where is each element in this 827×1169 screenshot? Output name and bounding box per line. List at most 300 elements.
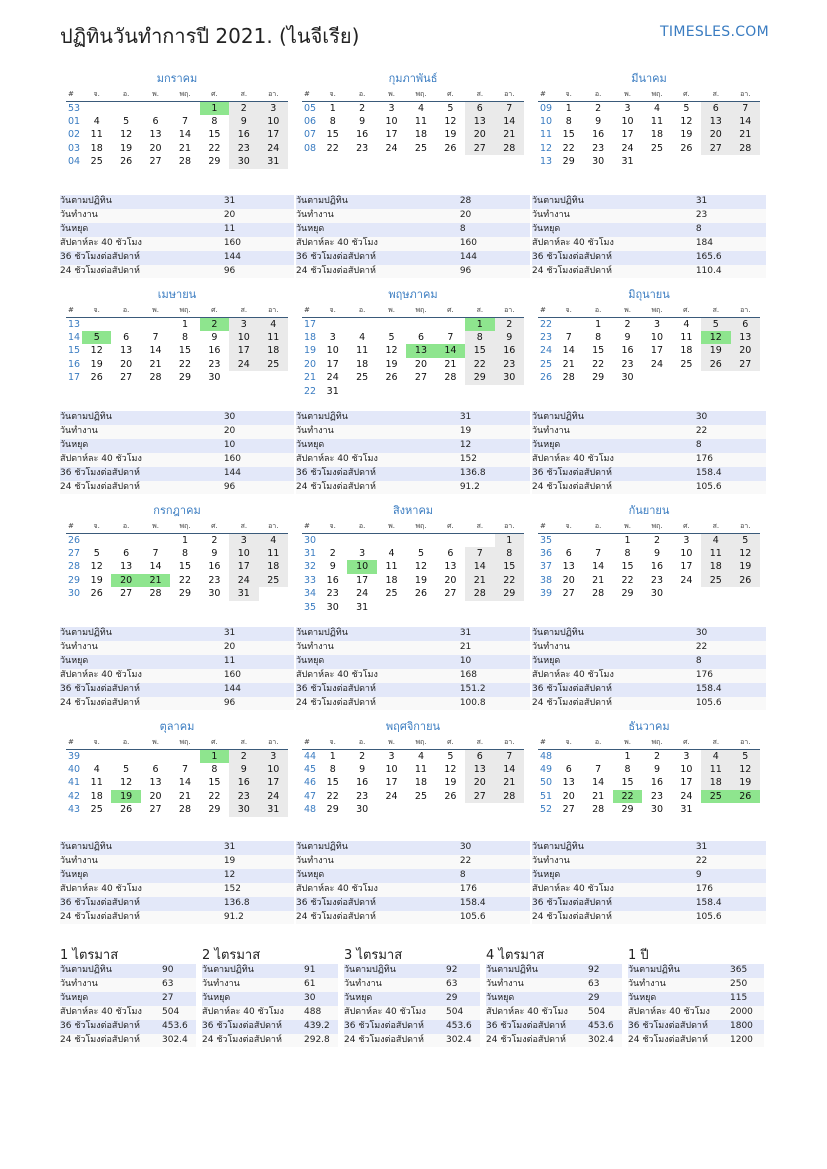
day-cell[interactable]: 17 (621, 129, 634, 141)
day-cell[interactable]: 12 (90, 561, 103, 573)
day-cell[interactable]: 11 (356, 345, 369, 357)
day-cell[interactable]: 17 (229, 560, 258, 573)
day-cell[interactable]: 8 (181, 331, 188, 343)
day-cell[interactable]: 16 (208, 345, 221, 357)
day-cell[interactable]: 7 (447, 331, 454, 343)
day-cell[interactable]: 17 (259, 128, 288, 141)
day-cell[interactable]: 25 (650, 142, 664, 154)
day-cell[interactable] (583, 749, 612, 763)
day-cell[interactable]: 10 (347, 560, 376, 573)
day-cell[interactable]: 3 (683, 750, 690, 762)
day-cell[interactable]: 5 (701, 317, 730, 331)
day-cell[interactable]: 17 (385, 129, 398, 141)
day-cell[interactable]: 18 (385, 574, 398, 586)
day-cell[interactable]: 22 (465, 358, 494, 371)
day-cell[interactable]: 7 (595, 763, 602, 775)
day-cell[interactable]: 24 (259, 790, 288, 803)
day-cell[interactable]: 5 (388, 331, 395, 343)
day-cell[interactable]: 15 (208, 777, 221, 789)
day-cell[interactable]: 9 (211, 547, 218, 559)
day-cell[interactable]: 25 (259, 358, 288, 371)
day-cell[interactable]: 24 (356, 588, 369, 600)
day-cell[interactable] (347, 385, 376, 398)
day-cell[interactable]: 14 (562, 345, 575, 357)
day-cell[interactable]: 11 (259, 547, 288, 560)
day-cell[interactable]: 9 (329, 561, 336, 573)
day-cell[interactable]: 29 (208, 804, 221, 816)
day-cell[interactable]: 24 (326, 372, 339, 384)
day-cell[interactable]: 17 (326, 358, 339, 370)
day-cell[interactable]: 14 (149, 561, 162, 573)
day-cell[interactable] (406, 385, 435, 398)
day-cell[interactable]: 18 (414, 129, 428, 141)
day-cell[interactable]: 15 (465, 344, 494, 357)
day-cell[interactable] (141, 749, 170, 763)
day-cell[interactable]: 2 (653, 750, 660, 762)
day-cell[interactable]: 29 (178, 372, 192, 384)
day-cell[interactable]: 15 (178, 561, 192, 573)
day-cell[interactable]: 29 (178, 588, 192, 600)
day-cell[interactable]: 25 (90, 804, 103, 816)
day-cell[interactable]: 1 (495, 533, 524, 547)
day-cell[interactable]: 23 (650, 790, 664, 802)
day-cell[interactable]: 9 (653, 763, 660, 775)
day-cell[interactable]: 23 (356, 790, 369, 802)
day-cell[interactable]: 9 (359, 763, 366, 775)
day-cell[interactable]: 5 (123, 763, 130, 775)
day-cell[interactable]: 22 (326, 142, 339, 154)
day-cell[interactable] (554, 533, 583, 547)
day-cell[interactable]: 10 (621, 115, 634, 127)
day-cell[interactable] (701, 803, 730, 816)
day-cell[interactable]: 9 (595, 115, 602, 127)
day-cell[interactable]: 21 (592, 574, 605, 586)
day-cell[interactable] (436, 601, 465, 614)
day-cell[interactable]: 9 (229, 115, 258, 128)
day-cell[interactable]: 19 (90, 574, 103, 586)
day-cell[interactable]: 6 (447, 547, 454, 559)
day-cell[interactable]: 13 (444, 561, 457, 573)
day-cell[interactable] (495, 601, 524, 614)
day-cell[interactable]: 10 (259, 115, 288, 128)
day-cell[interactable]: 1 (329, 750, 336, 762)
day-cell[interactable]: 14 (436, 344, 465, 357)
day-cell[interactable]: 24 (680, 790, 693, 802)
day-cell[interactable]: 26 (120, 156, 133, 168)
day-cell[interactable]: 21 (495, 776, 524, 789)
day-cell[interactable]: 30 (326, 601, 339, 613)
day-cell[interactable]: 10 (229, 547, 258, 560)
day-cell[interactable]: 17 (356, 574, 369, 586)
day-cell[interactable]: 1 (465, 317, 494, 331)
day-cell[interactable]: 28 (592, 588, 605, 600)
day-cell[interactable] (406, 601, 435, 614)
day-cell[interactable]: 30 (621, 372, 634, 384)
day-cell[interactable]: 10 (680, 763, 693, 775)
day-cell[interactable]: 6 (731, 317, 760, 331)
day-cell[interactable]: 4 (653, 102, 660, 114)
day-cell[interactable]: 2 (200, 317, 229, 331)
day-cell[interactable]: 3 (624, 102, 631, 114)
day-cell[interactable] (701, 371, 730, 384)
day-cell[interactable]: 30 (592, 156, 605, 168)
day-cell[interactable]: 25 (90, 156, 103, 168)
day-cell[interactable]: 20 (444, 574, 457, 586)
day-cell[interactable]: 16 (229, 776, 258, 789)
day-cell[interactable]: 2 (653, 534, 660, 546)
day-cell[interactable]: 28 (495, 790, 524, 803)
day-cell[interactable] (465, 601, 494, 614)
day-cell[interactable]: 3 (259, 101, 288, 115)
day-cell[interactable]: 11 (385, 561, 398, 573)
day-cell[interactable] (170, 101, 199, 115)
day-cell[interactable]: 14 (465, 560, 494, 573)
day-cell[interactable]: 20 (465, 128, 494, 141)
day-cell[interactable]: 12 (414, 561, 428, 573)
day-cell[interactable]: 11 (414, 763, 428, 775)
day-cell[interactable]: 14 (178, 129, 192, 141)
day-cell[interactable]: 28 (731, 142, 760, 155)
day-cell[interactable]: 2 (211, 534, 218, 546)
day-cell[interactable]: 1 (624, 750, 631, 762)
day-cell[interactable]: 24 (680, 574, 693, 586)
day-cell[interactable]: 19 (731, 776, 760, 789)
day-cell[interactable]: 16 (326, 574, 339, 586)
day-cell[interactable]: 29 (592, 372, 605, 384)
day-cell[interactable]: 7 (152, 547, 159, 559)
day-cell[interactable] (495, 803, 524, 816)
day-cell[interactable]: 18 (680, 345, 693, 357)
day-cell[interactable] (672, 587, 701, 600)
day-cell[interactable]: 4 (93, 763, 100, 775)
day-cell[interactable]: 17 (385, 777, 398, 789)
day-cell[interactable]: 26 (90, 588, 103, 600)
day-cell[interactable]: 23 (229, 790, 258, 803)
day-cell[interactable]: 18 (259, 344, 288, 357)
day-cell[interactable]: 5 (93, 547, 100, 559)
day-cell[interactable]: 20 (149, 142, 162, 154)
day-cell[interactable] (465, 533, 494, 547)
day-cell[interactable]: 16 (229, 128, 258, 141)
day-cell[interactable]: 4 (259, 533, 288, 547)
day-cell[interactable] (377, 601, 406, 614)
day-cell[interactable]: 11 (701, 763, 730, 776)
day-cell[interactable]: 15 (208, 129, 221, 141)
day-cell[interactable] (377, 803, 406, 816)
day-cell[interactable]: 3 (653, 318, 660, 330)
day-cell[interactable] (406, 317, 435, 331)
day-cell[interactable]: 2 (229, 749, 258, 763)
day-cell[interactable]: 19 (680, 129, 693, 141)
day-cell[interactable]: 13 (562, 561, 575, 573)
day-cell[interactable] (465, 385, 494, 398)
day-cell[interactable]: 8 (465, 331, 494, 344)
day-cell[interactable]: 18 (90, 790, 103, 802)
day-cell[interactable]: 23 (356, 142, 369, 154)
day-cell[interactable]: 6 (123, 547, 130, 559)
day-cell[interactable]: 8 (624, 763, 631, 775)
day-cell[interactable]: 12 (444, 115, 457, 127)
day-cell[interactable]: 4 (683, 318, 690, 330)
day-cell[interactable] (701, 587, 730, 600)
day-cell[interactable]: 9 (359, 115, 366, 127)
day-cell[interactable]: 27 (731, 358, 760, 371)
day-cell[interactable]: 24 (621, 142, 634, 154)
day-cell[interactable]: 5 (123, 115, 130, 127)
day-cell[interactable]: 14 (592, 777, 605, 789)
day-cell[interactable]: 31 (356, 601, 369, 613)
day-cell[interactable] (259, 371, 288, 384)
day-cell[interactable]: 3 (388, 102, 395, 114)
day-cell[interactable]: 1 (329, 102, 336, 114)
day-cell[interactable]: 22 (495, 574, 524, 587)
day-cell[interactable]: 24 (385, 142, 398, 154)
day-cell[interactable]: 13 (731, 331, 760, 344)
day-cell[interactable]: 5 (731, 749, 760, 763)
day-cell[interactable]: 28 (149, 588, 162, 600)
day-cell[interactable]: 17 (229, 344, 258, 357)
day-cell[interactable]: 19 (731, 560, 760, 573)
day-cell[interactable]: 27 (414, 372, 428, 384)
day-cell[interactable]: 28 (444, 372, 457, 384)
day-cell[interactable]: 4 (388, 547, 395, 559)
day-cell[interactable]: 12 (90, 345, 103, 357)
day-cell[interactable]: 8 (495, 547, 524, 560)
day-cell[interactable]: 16 (356, 129, 369, 141)
day-cell[interactable]: 17 (259, 776, 288, 789)
day-cell[interactable]: 22 (178, 358, 192, 370)
day-cell[interactable]: 27 (562, 588, 575, 600)
day-cell[interactable]: 15 (495, 560, 524, 573)
day-cell[interactable]: 20 (111, 574, 140, 587)
day-cell[interactable]: 18 (701, 560, 730, 573)
day-cell[interactable]: 29 (465, 371, 494, 384)
day-cell[interactable]: 14 (592, 561, 605, 573)
day-cell[interactable]: 2 (595, 102, 602, 114)
day-cell[interactable]: 18 (414, 777, 428, 789)
day-cell[interactable]: 4 (701, 749, 730, 763)
day-cell[interactable]: 27 (120, 372, 133, 384)
day-cell[interactable]: 24 (259, 142, 288, 155)
day-cell[interactable] (554, 317, 583, 331)
day-cell[interactable]: 6 (417, 331, 424, 343)
day-cell[interactable]: 20 (149, 790, 162, 802)
day-cell[interactable]: 6 (123, 331, 130, 343)
day-cell[interactable]: 25 (414, 790, 428, 802)
day-cell[interactable]: 10 (229, 331, 258, 344)
day-cell[interactable]: 31 (621, 156, 634, 168)
day-cell[interactable]: 11 (650, 115, 664, 127)
day-cell[interactable]: 29 (326, 804, 339, 816)
day-cell[interactable]: 2 (229, 101, 258, 115)
day-cell[interactable]: 11 (259, 331, 288, 344)
day-cell[interactable]: 31 (326, 385, 339, 397)
day-cell[interactable]: 11 (680, 331, 693, 343)
day-cell[interactable]: 19 (444, 129, 457, 141)
day-cell[interactable] (347, 317, 376, 331)
day-cell[interactable]: 13 (701, 115, 730, 128)
day-cell[interactable]: 6 (701, 101, 730, 115)
day-cell[interactable]: 12 (444, 763, 457, 775)
day-cell[interactable] (436, 385, 465, 398)
day-cell[interactable]: 24 (229, 574, 258, 587)
day-cell[interactable]: 21 (149, 358, 162, 370)
day-cell[interactable]: 21 (731, 128, 760, 141)
day-cell[interactable]: 23 (621, 358, 634, 370)
day-cell[interactable]: 16 (592, 129, 605, 141)
day-cell[interactable]: 7 (595, 547, 602, 559)
day-cell[interactable]: 13 (562, 777, 575, 789)
day-cell[interactable] (406, 533, 435, 547)
day-cell[interactable]: 14 (731, 115, 760, 128)
day-cell[interactable]: 13 (120, 561, 133, 573)
day-cell[interactable]: 20 (465, 776, 494, 789)
day-cell[interactable] (259, 587, 288, 600)
day-cell[interactable]: 28 (178, 156, 192, 168)
day-cell[interactable]: 20 (701, 128, 730, 141)
day-cell[interactable]: 4 (701, 533, 730, 547)
day-cell[interactable] (731, 587, 760, 600)
day-cell[interactable]: 15 (621, 561, 634, 573)
day-cell[interactable] (495, 385, 524, 398)
day-cell[interactable]: 12 (701, 331, 730, 344)
day-cell[interactable]: 30 (229, 155, 258, 168)
day-cell[interactable]: 25 (701, 574, 730, 587)
day-cell[interactable] (347, 533, 376, 547)
day-cell[interactable]: 21 (592, 790, 605, 802)
day-cell[interactable]: 21 (141, 574, 170, 587)
day-cell[interactable]: 25 (701, 790, 730, 803)
day-cell[interactable]: 22 (592, 358, 605, 370)
day-cell[interactable] (583, 533, 612, 547)
day-cell[interactable]: 23 (650, 574, 664, 586)
day-cell[interactable]: 19 (90, 358, 103, 370)
day-cell[interactable]: 27 (562, 804, 575, 816)
day-cell[interactable]: 4 (93, 115, 100, 127)
day-cell[interactable] (465, 803, 494, 816)
day-cell[interactable]: 8 (181, 547, 188, 559)
day-cell[interactable]: 6 (465, 101, 494, 115)
day-cell[interactable]: 13 (149, 129, 162, 141)
day-cell[interactable]: 15 (562, 129, 575, 141)
day-cell[interactable]: 11 (414, 115, 428, 127)
day-cell[interactable] (436, 317, 465, 331)
day-cell[interactable]: 8 (211, 763, 218, 775)
day-cell[interactable]: 16 (650, 777, 664, 789)
day-cell[interactable]: 22 (621, 574, 634, 586)
day-cell[interactable]: 7 (495, 101, 524, 115)
day-cell[interactable]: 4 (417, 102, 424, 114)
day-cell[interactable] (731, 155, 760, 168)
day-cell[interactable] (111, 317, 140, 331)
day-cell[interactable]: 15 (326, 129, 339, 141)
day-cell[interactable]: 24 (650, 358, 664, 370)
day-cell[interactable]: 6 (465, 749, 494, 763)
day-cell[interactable]: 9 (653, 547, 660, 559)
day-cell[interactable]: 28 (495, 142, 524, 155)
day-cell[interactable]: 2 (495, 317, 524, 331)
day-cell[interactable]: 8 (211, 115, 218, 127)
day-cell[interactable]: 26 (414, 588, 428, 600)
day-cell[interactable]: 27 (149, 156, 162, 168)
day-cell[interactable]: 7 (495, 749, 524, 763)
day-cell[interactable]: 20 (731, 344, 760, 357)
day-cell[interactable]: 26 (444, 790, 457, 802)
day-cell[interactable]: 7 (152, 331, 159, 343)
day-cell[interactable]: 26 (731, 790, 760, 803)
day-cell[interactable]: 13 (149, 777, 162, 789)
day-cell[interactable]: 7 (181, 115, 188, 127)
day-cell[interactable]: 11 (90, 777, 103, 789)
day-cell[interactable]: 12 (385, 345, 398, 357)
day-cell[interactable]: 8 (624, 547, 631, 559)
day-cell[interactable]: 9 (495, 331, 524, 344)
day-cell[interactable]: 29 (495, 587, 524, 600)
day-cell[interactable]: 20 (414, 358, 428, 370)
day-cell[interactable]: 27 (444, 588, 457, 600)
day-cell[interactable]: 13 (465, 763, 494, 776)
day-cell[interactable]: 7 (181, 763, 188, 775)
day-cell[interactable]: 11 (90, 129, 103, 141)
day-cell[interactable] (701, 155, 730, 168)
day-cell[interactable]: 5 (683, 102, 690, 114)
day-cell[interactable]: 1 (595, 318, 602, 330)
day-cell[interactable]: 30 (495, 371, 524, 384)
day-cell[interactable]: 10 (385, 115, 398, 127)
day-cell[interactable] (170, 749, 199, 763)
day-cell[interactable]: 7 (465, 547, 494, 560)
day-cell[interactable]: 28 (149, 372, 162, 384)
day-cell[interactable]: 22 (326, 790, 339, 802)
day-cell[interactable] (436, 533, 465, 547)
day-cell[interactable]: 19 (701, 344, 730, 357)
day-cell[interactable]: 15 (621, 777, 634, 789)
day-cell[interactable]: 26 (385, 372, 398, 384)
day-cell[interactable] (141, 533, 170, 547)
day-cell[interactable]: 3 (229, 317, 258, 331)
day-cell[interactable]: 26 (90, 372, 103, 384)
day-cell[interactable]: 20 (562, 574, 575, 586)
day-cell[interactable]: 31 (259, 803, 288, 816)
day-cell[interactable]: 30 (650, 588, 664, 600)
day-cell[interactable]: 3 (329, 331, 336, 343)
day-cell[interactable]: 22 (208, 790, 221, 802)
day-cell[interactable]: 21 (178, 142, 192, 154)
day-cell[interactable]: 18 (356, 358, 369, 370)
day-cell[interactable]: 2 (624, 318, 631, 330)
day-cell[interactable]: 2 (359, 750, 366, 762)
day-cell[interactable]: 19 (385, 358, 398, 370)
day-cell[interactable]: 9 (229, 763, 258, 776)
day-cell[interactable]: 1 (200, 749, 229, 763)
day-cell[interactable]: 27 (120, 588, 133, 600)
day-cell[interactable]: 12 (731, 547, 760, 560)
day-cell[interactable] (229, 371, 258, 384)
day-cell[interactable]: 3 (388, 750, 395, 762)
day-cell[interactable]: 23 (495, 358, 524, 371)
day-cell[interactable] (642, 371, 671, 384)
day-cell[interactable]: 31 (229, 587, 258, 600)
day-cell[interactable] (111, 533, 140, 547)
brand-link[interactable]: TIMESLES.COM (660, 24, 769, 40)
day-cell[interactable]: 26 (680, 142, 693, 154)
day-cell[interactable]: 15 (178, 345, 192, 357)
day-cell[interactable]: 19 (414, 574, 428, 586)
day-cell[interactable]: 6 (565, 763, 572, 775)
day-cell[interactable]: 31 (259, 155, 288, 168)
day-cell[interactable] (642, 155, 671, 168)
day-cell[interactable]: 12 (120, 129, 133, 141)
